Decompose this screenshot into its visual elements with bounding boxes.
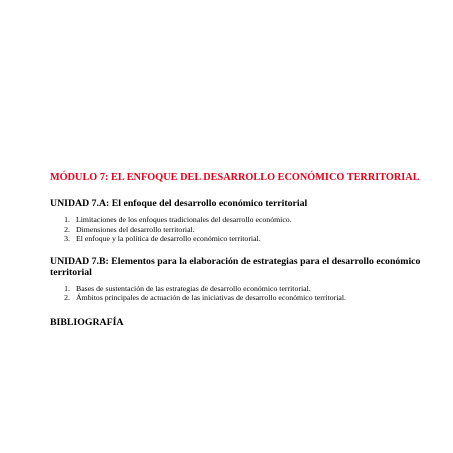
unit-7b-title: UNIDAD 7.B: Elementos para la elaboración de estrategias para el desarrollo económico territorial	[50, 255, 421, 278]
bibliography-title: BIBLIOGRAFÍA	[50, 316, 124, 328]
unit-7a-list	[50, 215, 430, 244]
unit-7b-list	[50, 284, 430, 303]
list-item	[50, 225, 430, 235]
list-item-text: Dimensiones del desarrollo territorial.	[76, 224, 195, 234]
list-item-text: Bases de sustentación de las estrategias de desarrollo económico territorial.	[76, 283, 311, 293]
list-item-number: 3.	[64, 234, 70, 243]
list-item-number: 1.	[64, 283, 70, 293]
list-item-number: 2.	[64, 293, 70, 302]
unit-7a-title: UNIDAD 7.A: El enfoque del desarrollo económico territorial	[50, 198, 308, 209]
list-item	[50, 234, 430, 244]
list-item	[50, 284, 430, 294]
module-title: MÓDULO 7: EL ENFOQUE DEL DESARROLLO ECONÓMICO TERRITORIAL	[50, 172, 420, 183]
list-item-number: 1.	[64, 215, 70, 224]
list-item-text: Ámbitos principales de actuación de las iniciativas de desarrollo económico territorial.	[76, 293, 346, 302]
document-content	[50, 172, 430, 328]
list-item-text: Limitaciones de los enfoques tradicionales del desarrollo económico.	[76, 215, 292, 224]
unit-7a-section	[50, 198, 430, 244]
list-item-number: 2.	[64, 224, 70, 234]
list-item	[50, 293, 430, 303]
list-item-text: El enfoque y la política de desarrollo económico territorial.	[76, 234, 261, 243]
unit-7b-section	[50, 256, 430, 303]
list-item	[50, 215, 430, 225]
